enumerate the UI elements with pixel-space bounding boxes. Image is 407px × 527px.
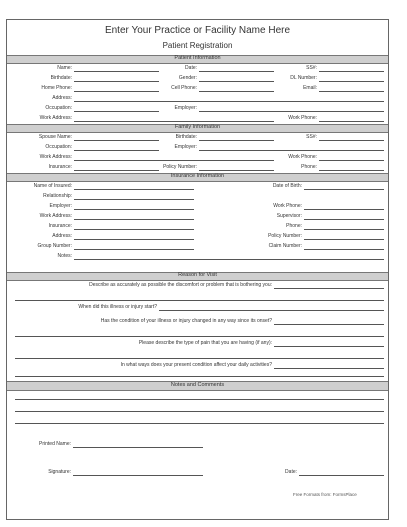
family-birthdate-field[interactable] — [199, 140, 274, 141]
ins-employer-label: Employer: — [49, 203, 72, 209]
family-work-phone-field[interactable] — [319, 160, 384, 161]
ins-insurance-label: Insurance: — [48, 223, 72, 229]
visit-q2-label: When did this illness or injury start? — [78, 304, 157, 310]
ins-relationship-label: Relationship: — [43, 193, 72, 199]
patient-work-phone-label: Work Phone: — [288, 115, 317, 121]
ins-notes-label: Notes: — [57, 253, 72, 259]
printed-name-field[interactable] — [73, 447, 203, 448]
family-occupation-label: Occupation: — [45, 144, 72, 150]
family-insurance-label: Insurance: — [48, 164, 72, 170]
visit-q5-label: In what ways does your present condition affect your daily activities? — [120, 362, 272, 368]
ins-insurance-field[interactable] — [74, 229, 194, 230]
patient-date-field[interactable] — [199, 71, 274, 72]
signature-label: Signature: — [48, 469, 71, 475]
footer-credit: Free Formats from: FormsPlace — [293, 492, 357, 497]
practice-name: Enter Your Practice or Facility Name Here — [104, 25, 291, 36]
ins-group-label: Group Number: — [37, 243, 72, 249]
ins-work-address-field[interactable] — [74, 219, 194, 220]
patient-gender-label: Gender: — [178, 75, 197, 81]
patient-birthdate-field[interactable] — [74, 81, 159, 82]
ins-dob-field[interactable] — [304, 189, 384, 190]
patient-gender-field[interactable] — [199, 81, 274, 82]
visit-q1-label: Describe as accurately as possible the discomfort or problem that is bothering you: — [89, 282, 272, 288]
visit-q5-field[interactable] — [274, 368, 384, 369]
patient-home-phone-label: Home Phone: — [41, 85, 72, 91]
ins-insured-field[interactable] — [74, 189, 194, 190]
patient-address-field[interactable] — [74, 101, 384, 102]
visit-q4-field[interactable] — [274, 346, 384, 347]
patient-dl-field[interactable] — [319, 81, 384, 82]
visit-q4-field-2[interactable] — [15, 358, 384, 359]
family-employer-field[interactable] — [199, 150, 384, 151]
patient-employer-label: Employer: — [174, 105, 197, 111]
ins-phone-label: Phone: — [286, 223, 302, 229]
patient-ssn-field[interactable] — [319, 71, 384, 72]
ins-relationship-field[interactable] — [74, 199, 194, 200]
patient-occupation-label: Occupation: — [45, 105, 72, 111]
patient-work-address-label: Work Address: — [39, 115, 72, 121]
family-policy-label: Policy Number: — [163, 164, 197, 170]
patient-occupation-field[interactable] — [74, 111, 159, 112]
patient-ssn-label: SS#: — [306, 65, 317, 71]
family-occupation-field[interactable] — [74, 150, 159, 151]
patient-cell-phone-label: Cell Phone: — [171, 85, 197, 91]
visit-q5-field-2[interactable] — [15, 376, 384, 377]
ins-address-label: Address: — [52, 233, 72, 239]
signature-date-field[interactable] — [299, 475, 384, 476]
ins-employer-field[interactable] — [74, 209, 194, 210]
patient-work-phone-field[interactable] — [319, 121, 384, 122]
patient-employer-field[interactable] — [199, 111, 384, 112]
insurance-section-title: Insurance Information — [170, 173, 225, 179]
family-ssn-field[interactable] — [319, 140, 384, 141]
family-spouse-field[interactable] — [74, 140, 159, 141]
family-work-address-label: Work Address: — [39, 154, 72, 160]
signature-field[interactable] — [73, 475, 203, 476]
patient-section-title: Patient Information — [174, 55, 221, 61]
ins-policy-label: Policy Number: — [268, 233, 302, 239]
visit-q1-field[interactable] — [274, 288, 384, 289]
family-phone-label: Phone: — [301, 164, 317, 170]
patient-work-address-field[interactable] — [74, 121, 274, 122]
family-ssn-label: SS#: — [306, 134, 317, 140]
patient-email-field[interactable] — [319, 91, 384, 92]
ins-dob-label: Date of Birth: — [272, 183, 302, 189]
patient-birthdate-label: Birthdate: — [50, 75, 72, 81]
family-work-address-field[interactable] — [74, 160, 274, 161]
ins-supervisor-field[interactable] — [304, 219, 384, 220]
signature-date-label: Date: — [285, 469, 297, 475]
registration-form — [6, 19, 389, 520]
family-spouse-label: Spouse Name: — [38, 134, 72, 140]
patient-name-field[interactable] — [74, 71, 159, 72]
patient-cell-phone-field[interactable] — [199, 91, 274, 92]
notes-section-title: Notes and Comments — [170, 382, 225, 388]
ins-work-address-label: Work Address: — [39, 213, 72, 219]
notes-line-3[interactable] — [15, 423, 384, 424]
visit-q3-label: Has the condition of your illness or injury changed in any way since its onset? — [100, 318, 272, 324]
family-work-phone-label: Work Phone: — [288, 154, 317, 160]
family-section-title: Family Information — [174, 124, 221, 130]
visit-q3-field[interactable] — [274, 324, 384, 325]
form-title: Patient Registration — [162, 41, 233, 50]
visit-q1-field-2[interactable] — [15, 300, 384, 301]
visit-q3-field-2[interactable] — [15, 336, 384, 337]
ins-claim-label: Claim Number: — [268, 243, 302, 249]
visit-q4-label: Please describe the type of pain that you are having (if any): — [138, 340, 272, 346]
patient-date-label: Date: — [185, 65, 197, 71]
patient-address-label: Address: — [52, 95, 72, 101]
ins-work-phone-field[interactable] — [304, 209, 384, 210]
ins-work-phone-label: Work Phone: — [273, 203, 302, 209]
ins-address-field[interactable] — [74, 239, 194, 240]
ins-insured-label: Name of Insured: — [33, 183, 72, 189]
ins-group-field[interactable] — [74, 249, 194, 250]
family-insurance-field[interactable] — [74, 170, 159, 171]
ins-supervisor-label: Supervisor: — [276, 213, 302, 219]
printed-name-label: Printed Name: — [39, 441, 71, 447]
patient-email-label: Email: — [303, 85, 317, 91]
patient-home-phone-field[interactable] — [74, 91, 159, 92]
ins-notes-field[interactable] — [74, 259, 384, 260]
ins-phone-field[interactable] — [304, 229, 384, 230]
patient-dl-label: DL Number: — [290, 75, 317, 81]
ins-claim-field[interactable] — [304, 249, 384, 250]
notes-line-1[interactable] — [15, 399, 384, 400]
ins-policy-field[interactable] — [304, 239, 384, 240]
family-employer-label: Employer: — [174, 144, 197, 150]
notes-line-2[interactable] — [15, 411, 384, 412]
family-birthdate-label: Birthdate: — [175, 134, 197, 140]
visit-section-title: Reason for Visit — [178, 272, 217, 278]
family-phone-field[interactable] — [319, 170, 384, 171]
family-policy-field[interactable] — [199, 170, 274, 171]
patient-name-label: Name: — [57, 65, 72, 71]
visit-q2-field[interactable] — [159, 310, 384, 311]
